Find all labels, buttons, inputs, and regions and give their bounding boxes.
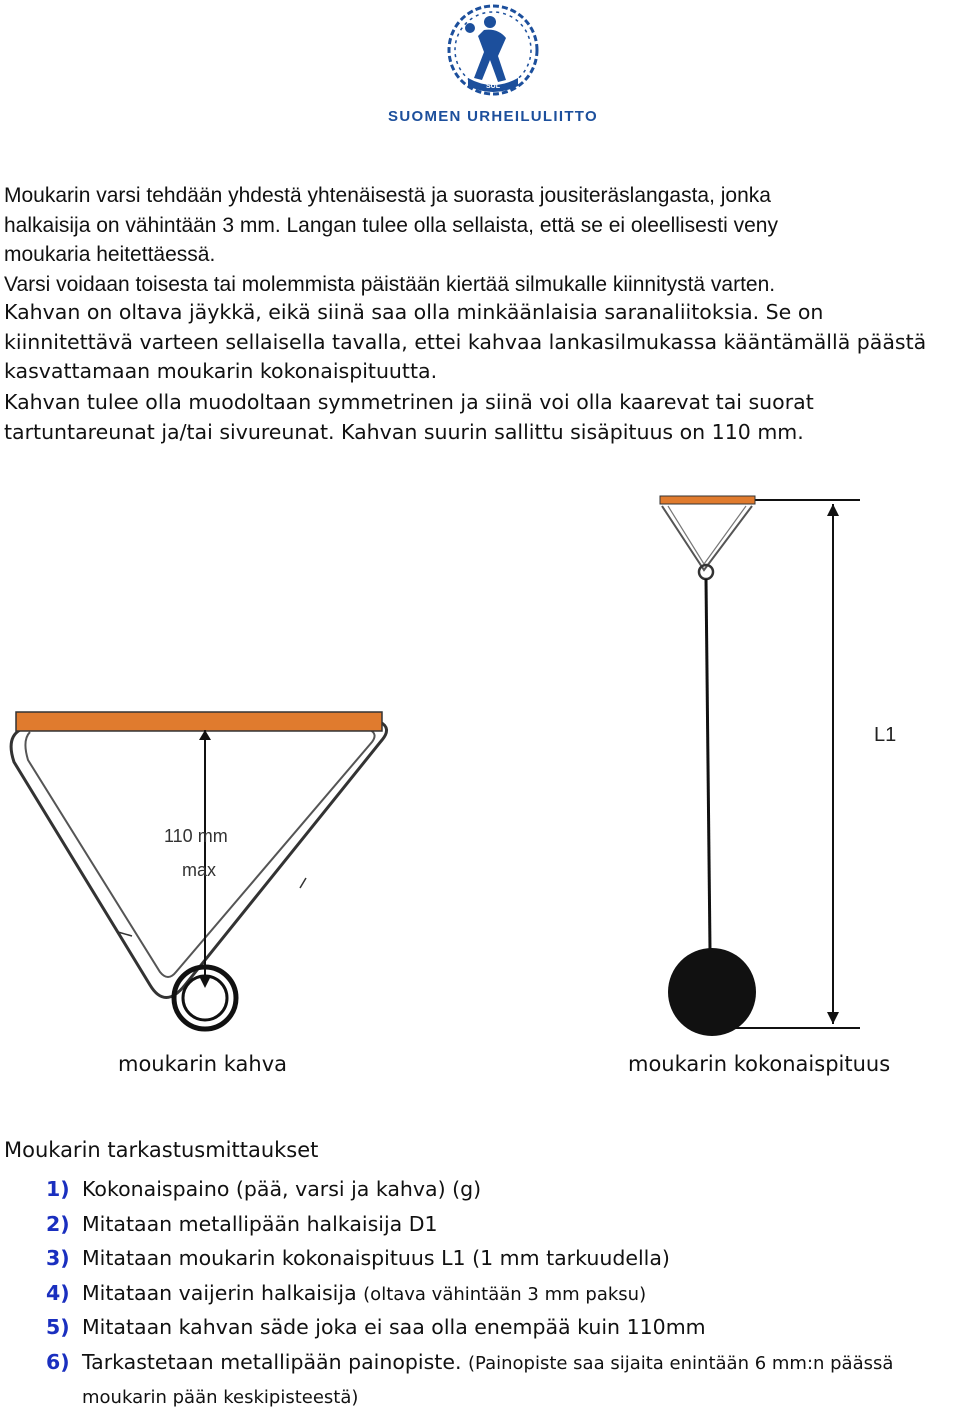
org-name: SUOMEN URHEILULIITTO xyxy=(388,108,598,125)
handle-grip xyxy=(16,712,382,731)
item-number: 3) xyxy=(46,1246,70,1270)
length-label: L1 xyxy=(874,724,897,746)
intro-paragraph xyxy=(4,181,778,299)
text-line: tartuntareunat ja/tai sivureunat. Kahvan suurin sallittu sisäpituus on 110 mm. xyxy=(4,419,804,444)
text-line: kasvattamaan moukarin kokonaispituutta. xyxy=(4,359,438,383)
item-text: Mitataan moukarin kokonaispituus L1 (1 mm tarkuudella) xyxy=(82,1246,670,1270)
text-line: Kahvan tulee olla muodoltaan symmetrinen ja siinä voi olla kaarevat tai suorat xyxy=(4,390,814,414)
item-number: 2) xyxy=(46,1211,70,1236)
text-line: Varsi voidaan toisesta tai molemmista päistään kiertää silmukalle kiinnitystä varten. xyxy=(4,272,776,296)
item-number: 5) xyxy=(46,1315,70,1339)
checks-heading: Moukarin tarkastusmittaukset xyxy=(4,1138,319,1162)
item-number: 1) xyxy=(46,1177,70,1201)
shape-paragraph xyxy=(4,388,814,447)
list-item xyxy=(46,1243,893,1278)
caption-handle: moukarin kahva xyxy=(118,1052,287,1076)
item-number: 4) xyxy=(46,1280,70,1305)
handle-measure-max: max xyxy=(182,860,217,880)
text-line: Kahvan on oltava jäykkä, eikä siinä saa olla minkäänlaisia saranaliitoksia. Se on xyxy=(4,300,824,324)
text-line: moukaria heitettäessä. xyxy=(4,243,216,266)
item-continuation: moukarin pään keskipisteestä) xyxy=(82,1387,359,1408)
list-item xyxy=(46,1278,893,1313)
item-note: (oltava vähintään 3 mm paksu) xyxy=(363,1283,647,1305)
handle-measure-label: 110 mm xyxy=(164,826,228,846)
text-line: halkaisija on vähintään 3 mm. Langan tulee olla sellaista, että se ei oleellisesti veny xyxy=(4,213,778,237)
item-text: Mitataan kahvan säde joka ei saa olla enempää kuin 110mm xyxy=(82,1315,706,1339)
list-item xyxy=(46,1209,893,1244)
text-line: Moukarin varsi tehdään yhdestä yhtenäisestä ja suorasta jousiteräslangasta, jonka xyxy=(4,184,771,207)
handle-paragraph xyxy=(4,298,926,387)
list-item-continuation xyxy=(46,1381,893,1416)
discus-thrower-emblem-icon xyxy=(428,0,558,104)
list-item xyxy=(46,1347,893,1382)
sul-logo xyxy=(368,0,618,132)
emblem-text: SUL xyxy=(486,83,500,90)
list-item xyxy=(46,1174,893,1209)
item-text: Tarkastetaan metallipään painopiste. xyxy=(82,1349,468,1374)
checks-list xyxy=(46,1174,893,1416)
item-note: (Painopiste saa sijaita enintään 6 mm:n päässä xyxy=(468,1352,894,1374)
item-text: Mitataan metallipään halkaisija D1 xyxy=(82,1211,438,1236)
item-text: Kokonaispaino (pää, varsi ja kahva) (g) xyxy=(82,1177,482,1201)
item-number: 6) xyxy=(46,1349,70,1374)
caption-length: moukarin kokonaispituus xyxy=(628,1052,891,1076)
hammer-length-figure xyxy=(620,480,880,1040)
hammer-grip xyxy=(660,496,755,504)
list-item xyxy=(46,1312,893,1347)
item-text: Mitataan vaijerin halkaisija xyxy=(82,1280,364,1305)
text-line: kiinnitettävä varteen sellaisella tavalla, ettei kahvaa lankasilmukassa kääntämällä päästä xyxy=(4,329,927,354)
